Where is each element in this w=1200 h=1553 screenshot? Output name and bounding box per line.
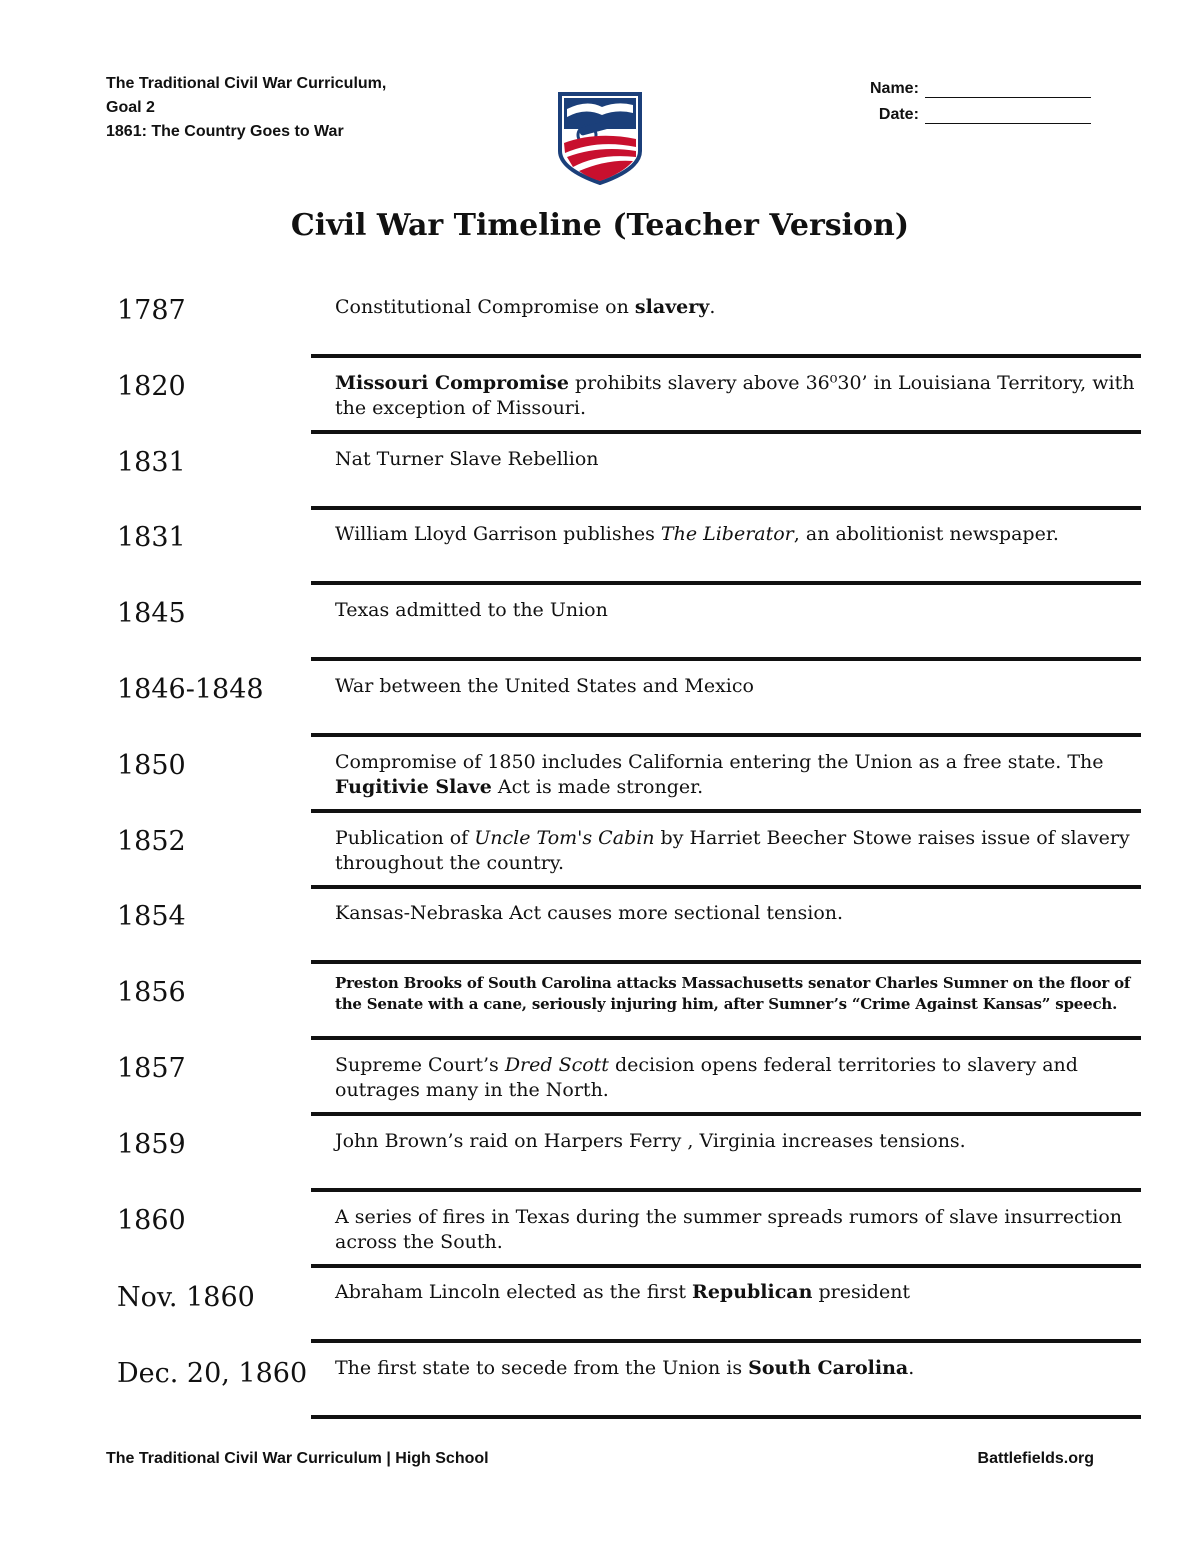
- name-field-row: [870, 72, 1091, 98]
- description-segment: Missouri Compromise: [335, 371, 569, 394]
- timeline-year: 1845: [117, 598, 186, 630]
- timeline-year: Dec. 20, 1860: [117, 1358, 308, 1390]
- row-divider: [311, 1112, 1141, 1116]
- timeline-year: 1787: [117, 295, 186, 326]
- timeline-description: [335, 973, 1135, 1015]
- description-segment: slavery: [634, 296, 710, 318]
- description-segment: Preston Brooks of South Carolina attacks Massachusetts senator Charles Sumner on the floor of the Senate with a cane, seriously injuring him, after Sumner’s “Crime Against Kansas” speech.: [335, 974, 1131, 1014]
- row-divider: [311, 1264, 1141, 1268]
- timeline-year: 1859: [117, 1128, 186, 1160]
- description-segment: William Lloyd Garrison publishes: [335, 523, 661, 546]
- description-segment: Abraham Lincoln elected as the first: [335, 1281, 693, 1304]
- description-segment: president: [812, 1281, 911, 1304]
- date-field-row: [870, 98, 1091, 124]
- date-label: Date:: [878, 106, 919, 123]
- row-divider: [311, 1036, 1141, 1040]
- row-divider: [311, 960, 1141, 964]
- description-segment: Republican: [692, 1281, 813, 1304]
- timeline-year: 1846-1848: [117, 674, 264, 705]
- description-segment: Dred Scott: [504, 1054, 609, 1076]
- name-blank[interactable]: [925, 81, 1091, 98]
- date-blank[interactable]: [925, 107, 1091, 124]
- row-divider: [311, 354, 1141, 358]
- student-fields: [870, 72, 1091, 124]
- description-segment: John Brown’s raid on Harpers Ferry , Virginia increases tensions.: [335, 1129, 966, 1152]
- description-segment: Supreme Court’s: [335, 1054, 505, 1076]
- timeline-year: 1854: [117, 901, 186, 933]
- timeline-year: Nov. 1860: [117, 1282, 255, 1314]
- timeline-year: 1831: [117, 522, 186, 554]
- timeline-description: [335, 1053, 1135, 1103]
- description-segment: Texas admitted to the Union: [335, 599, 608, 622]
- timeline-year: 1831: [117, 446, 186, 478]
- row-divider: [311, 430, 1141, 434]
- description-segment: War between the United States and Mexico: [335, 675, 754, 697]
- timeline-description: [335, 371, 1135, 421]
- row-divider: [311, 1415, 1141, 1419]
- timeline-year: 1852: [117, 825, 186, 857]
- row-divider: [311, 657, 1141, 661]
- timeline-description: [335, 522, 1135, 547]
- description-segment: Kansas-Nebraska Act causes more sectional tension.: [335, 902, 844, 925]
- timeline-year: 1856: [117, 977, 186, 1009]
- timeline-description: [335, 1129, 1135, 1154]
- timeline-year: 1860: [117, 1204, 186, 1236]
- description-segment: The Liberator: [660, 523, 794, 546]
- description-segment: Fugitivie Slave: [335, 775, 492, 798]
- description-segment: Uncle Tom's Cabin: [474, 826, 655, 849]
- timeline-description: [335, 1205, 1135, 1255]
- timeline-description: [335, 1280, 1135, 1305]
- row-divider: [311, 885, 1141, 889]
- timeline-description: [335, 1356, 1135, 1381]
- timeline-description: [335, 447, 1135, 472]
- row-divider: [311, 506, 1141, 510]
- description-segment: decision opens federal territories to slavery and outrages many in the North.: [335, 1054, 1078, 1101]
- timeline-year: 1857: [117, 1053, 186, 1084]
- description-segment: Publication of: [335, 826, 475, 849]
- timeline-description: [335, 295, 1135, 320]
- description-segment: Nat Turner Slave Rebellion: [335, 447, 599, 470]
- unit-title: 1861: The Country Goes to War: [106, 123, 344, 140]
- goal-label: Goal 2: [106, 99, 155, 116]
- curriculum-name: The Traditional Civil War Curriculum,: [106, 75, 387, 92]
- header-info: [106, 72, 386, 144]
- description-segment: Act is made stronger.: [491, 775, 704, 798]
- timeline-description: [335, 750, 1135, 800]
- description-segment: by Harriet Beecher Stowe raises issue of slavery throughout the country.: [335, 826, 1130, 874]
- description-segment: A series of fires in Texas during the summer spreads rumors of slave insurrection across the South.: [335, 1205, 1123, 1253]
- description-segment: , an abolitionist newspaper.: [793, 523, 1059, 546]
- row-divider: [311, 809, 1141, 813]
- footer-curriculum: The Traditional Civil War Curriculum | High School: [106, 1450, 489, 1467]
- timeline-description: [335, 901, 1135, 926]
- description-segment: prohibits slavery above 36⁰30’ in Louisiana Territory, with the exception of Missouri.: [335, 371, 1135, 419]
- timeline-description: [335, 598, 1135, 623]
- footer-website: Battlefields.org: [977, 1450, 1094, 1467]
- description-segment: The first state to secede from the Union is: [335, 1357, 749, 1380]
- row-divider: [311, 733, 1141, 737]
- description-segment: Compromise of 1850 includes California entering the Union as a free state. The: [335, 750, 1104, 773]
- description-segment: South Carolina: [748, 1357, 909, 1380]
- timeline-year: 1850: [117, 749, 186, 781]
- timeline-description: [335, 674, 1135, 699]
- timeline-year: 1820: [117, 370, 186, 402]
- description-segment: .: [709, 296, 716, 318]
- description-segment: Constitutional Compromise on: [335, 296, 635, 318]
- timeline-description: [335, 826, 1135, 876]
- page-title: Civil War Timeline (Teacher Version): [290, 208, 910, 243]
- row-divider: [311, 1188, 1141, 1192]
- row-divider: [311, 1339, 1141, 1343]
- row-divider: [311, 581, 1141, 585]
- name-label: Name:: [870, 80, 919, 97]
- shield-cannon-logo-icon: [557, 91, 643, 185]
- description-segment: .: [908, 1357, 915, 1380]
